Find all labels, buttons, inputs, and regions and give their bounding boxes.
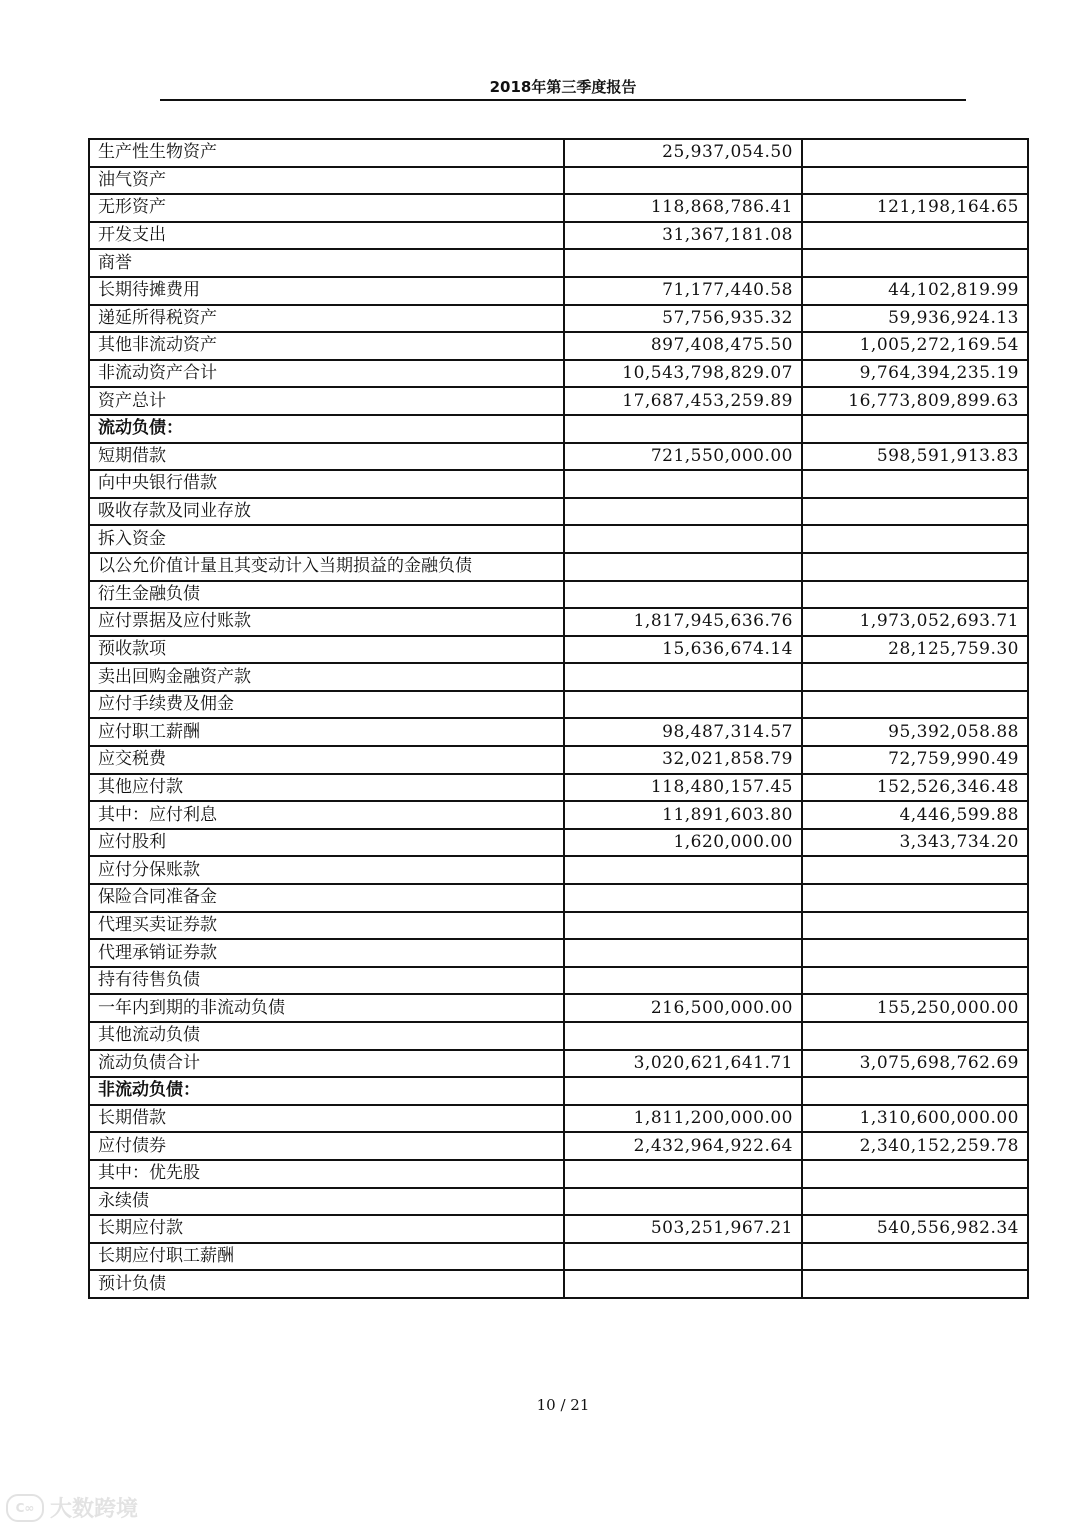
row-label-cell: 应付手续费及佣金 — [89, 691, 564, 719]
period-end-value-cell: 1,811,200,000.00 — [564, 1105, 802, 1133]
period-end-value-cell: 71,177,440.58 — [564, 277, 802, 305]
year-start-value-cell: 3,343,734.20 — [802, 829, 1028, 857]
year-start-value-cell: 28,125,759.30 — [802, 636, 1028, 664]
year-start-value-cell: 44,102,819.99 — [802, 277, 1028, 305]
period-end-value-cell: 57,756,935.32 — [564, 305, 802, 333]
year-start-value-cell — [802, 222, 1028, 250]
year-start-value-cell — [802, 553, 1028, 581]
row-label-cell: 应付票据及应付账款 — [89, 608, 564, 636]
period-end-value-cell — [564, 1188, 802, 1216]
period-end-value-cell — [564, 1270, 802, 1298]
row-label-cell: 其他流动负债 — [89, 1022, 564, 1050]
row-label-cell: 卖出回购金融资产款 — [89, 663, 564, 691]
period-end-value-cell: 216,500,000.00 — [564, 994, 802, 1022]
table-row — [89, 1077, 1028, 1105]
row-label-cell: 商誉 — [89, 249, 564, 277]
year-start-value-cell — [802, 498, 1028, 526]
year-start-value-cell — [802, 691, 1028, 719]
period-end-value-cell — [564, 1160, 802, 1188]
row-label-cell: 代理买卖证券款 — [89, 912, 564, 940]
year-start-value-cell — [802, 525, 1028, 553]
table-row — [89, 663, 1028, 691]
row-label-cell: 向中央银行借款 — [89, 470, 564, 498]
period-end-value-cell: 31,367,181.08 — [564, 222, 802, 250]
table-row — [89, 139, 1028, 167]
row-label-cell: 保险合同准备金 — [89, 884, 564, 912]
year-start-value-cell — [802, 1188, 1028, 1216]
table-row — [89, 305, 1028, 333]
period-end-value-cell — [564, 663, 802, 691]
table-row — [89, 1188, 1028, 1216]
period-end-value-cell — [564, 939, 802, 967]
row-label-cell: 开发支出 — [89, 222, 564, 250]
row-label-cell: 短期借款 — [89, 443, 564, 471]
period-end-value-cell — [564, 581, 802, 609]
year-start-value-cell — [802, 415, 1028, 443]
period-end-value-cell — [564, 1243, 802, 1271]
row-label-cell: 以公允价值计量且其变动计入当期损益的金融负债 — [89, 553, 564, 581]
period-end-value-cell: 118,868,786.41 — [564, 194, 802, 222]
year-start-value-cell: 155,250,000.00 — [802, 994, 1028, 1022]
period-end-value-cell: 897,408,475.50 — [564, 332, 802, 360]
year-start-value-cell — [802, 939, 1028, 967]
year-start-value-cell — [802, 1160, 1028, 1188]
row-label-cell: 预计负债 — [89, 1270, 564, 1298]
year-start-value-cell: 9,764,394,235.19 — [802, 360, 1028, 388]
period-end-value-cell: 98,487,314.57 — [564, 718, 802, 746]
year-start-value-cell — [802, 470, 1028, 498]
row-label-cell: 其他非流动资产 — [89, 332, 564, 360]
period-end-value-cell: 25,937,054.50 — [564, 139, 802, 167]
balance-sheet-table — [88, 138, 1029, 1299]
row-label-cell: 长期应付职工薪酬 — [89, 1243, 564, 1271]
year-start-value-cell: 95,392,058.88 — [802, 718, 1028, 746]
year-start-value-cell: 59,936,924.13 — [802, 305, 1028, 333]
table-row — [89, 718, 1028, 746]
row-label-cell: 流动负债合计 — [89, 1050, 564, 1078]
table-row — [89, 884, 1028, 912]
table-row — [89, 636, 1028, 664]
year-start-value-cell — [802, 249, 1028, 277]
period-end-value-cell: 32,021,858.79 — [564, 746, 802, 774]
row-label-cell: 永续债 — [89, 1188, 564, 1216]
table-row — [89, 581, 1028, 609]
period-end-value-cell: 10,543,798,829.07 — [564, 360, 802, 388]
year-start-value-cell: 121,198,164.65 — [802, 194, 1028, 222]
year-start-value-cell — [802, 1243, 1028, 1271]
period-end-value-cell — [564, 167, 802, 195]
period-end-value-cell — [564, 415, 802, 443]
year-start-value-cell: 540,556,982.34 — [802, 1215, 1028, 1243]
page-number: 10 / 21 — [536, 1396, 590, 1414]
table-row — [89, 415, 1028, 443]
row-label-cell: 递延所得税资产 — [89, 305, 564, 333]
year-start-value-cell — [802, 663, 1028, 691]
row-label-cell: 应付股利 — [89, 829, 564, 857]
year-start-value-cell: 2,340,152,259.78 — [802, 1132, 1028, 1160]
year-start-value-cell: 72,759,990.49 — [802, 746, 1028, 774]
row-label-cell: 其中：应付利息 — [89, 801, 564, 829]
watermark — [6, 1492, 138, 1523]
period-end-value-cell: 1,620,000.00 — [564, 829, 802, 857]
row-label-cell: 应交税费 — [89, 746, 564, 774]
row-label-cell: 油气资产 — [89, 167, 564, 195]
table-row — [89, 222, 1028, 250]
table-row — [89, 1215, 1028, 1243]
watermark-logo-icon: C∞ — [6, 1494, 44, 1522]
table-row — [89, 994, 1028, 1022]
table-row — [89, 608, 1028, 636]
header-divider — [160, 99, 966, 101]
period-end-value-cell — [564, 884, 802, 912]
table-row — [89, 553, 1028, 581]
table-row — [89, 746, 1028, 774]
year-start-value-cell: 1,310,600,000.00 — [802, 1105, 1028, 1133]
table-row — [89, 691, 1028, 719]
row-label-cell: 长期待摊费用 — [89, 277, 564, 305]
period-end-value-cell: 1,817,945,636.76 — [564, 608, 802, 636]
table-row — [89, 1050, 1028, 1078]
row-label-cell: 应付职工薪酬 — [89, 718, 564, 746]
table-row — [89, 470, 1028, 498]
year-start-value-cell: 152,526,346.48 — [802, 774, 1028, 802]
table-row — [89, 856, 1028, 884]
table-row — [89, 249, 1028, 277]
period-end-value-cell — [564, 1077, 802, 1105]
period-end-value-cell — [564, 912, 802, 940]
period-end-value-cell — [564, 470, 802, 498]
table-row — [89, 277, 1028, 305]
row-label-cell: 应付分保账款 — [89, 856, 564, 884]
table-row — [89, 774, 1028, 802]
row-label-cell: 生产性生物资产 — [89, 139, 564, 167]
period-end-value-cell: 118,480,157.45 — [564, 774, 802, 802]
period-end-value-cell — [564, 249, 802, 277]
table-row — [89, 498, 1028, 526]
table-row — [89, 967, 1028, 995]
table-row — [89, 1132, 1028, 1160]
section-header-cell: 流动负债： — [89, 415, 564, 443]
period-end-value-cell — [564, 553, 802, 581]
table-row — [89, 829, 1028, 857]
row-label-cell: 预收款项 — [89, 636, 564, 664]
period-end-value-cell — [564, 498, 802, 526]
row-label-cell: 一年内到期的非流动负债 — [89, 994, 564, 1022]
year-start-value-cell: 4,446,599.88 — [802, 801, 1028, 829]
row-label-cell: 资产总计 — [89, 387, 564, 415]
year-start-value-cell: 1,005,272,169.54 — [802, 332, 1028, 360]
table-row — [89, 387, 1028, 415]
period-end-value-cell — [564, 967, 802, 995]
table-row — [89, 332, 1028, 360]
period-end-value-cell — [564, 691, 802, 719]
table-row — [89, 1243, 1028, 1271]
table-row — [89, 1022, 1028, 1050]
year-start-value-cell — [802, 167, 1028, 195]
period-end-value-cell: 3,020,621,641.71 — [564, 1050, 802, 1078]
table-row — [89, 194, 1028, 222]
year-start-value-cell — [802, 967, 1028, 995]
period-end-value-cell: 2,432,964,922.64 — [564, 1132, 802, 1160]
year-start-value-cell — [802, 581, 1028, 609]
table-row — [89, 167, 1028, 195]
row-label-cell: 其他应付款 — [89, 774, 564, 802]
row-label-cell: 无形资产 — [89, 194, 564, 222]
table-row — [89, 1270, 1028, 1298]
period-end-value-cell: 11,891,603.80 — [564, 801, 802, 829]
row-label-cell: 拆入资金 — [89, 525, 564, 553]
table-row — [89, 1105, 1028, 1133]
row-label-cell: 代理承销证券款 — [89, 939, 564, 967]
year-start-value-cell — [802, 1077, 1028, 1105]
period-end-value-cell: 503,251,967.21 — [564, 1215, 802, 1243]
year-start-value-cell: 16,773,809,899.63 — [802, 387, 1028, 415]
table-row — [89, 360, 1028, 388]
row-label-cell: 吸收存款及同业存放 — [89, 498, 564, 526]
row-label-cell: 长期应付款 — [89, 1215, 564, 1243]
table-row — [89, 443, 1028, 471]
year-start-value-cell: 1,973,052,693.71 — [802, 608, 1028, 636]
row-label-cell: 非流动资产合计 — [89, 360, 564, 388]
table-row — [89, 1160, 1028, 1188]
table-row — [89, 912, 1028, 940]
year-start-value-cell — [802, 912, 1028, 940]
row-label-cell: 应付债券 — [89, 1132, 564, 1160]
period-end-value-cell: 17,687,453,259.89 — [564, 387, 802, 415]
year-start-value-cell — [802, 1270, 1028, 1298]
row-label-cell: 衍生金融负债 — [89, 581, 564, 609]
row-label-cell: 长期借款 — [89, 1105, 564, 1133]
period-end-value-cell: 721,550,000.00 — [564, 443, 802, 471]
period-end-value-cell: 15,636,674.14 — [564, 636, 802, 664]
year-start-value-cell — [802, 139, 1028, 167]
year-start-value-cell — [802, 884, 1028, 912]
table-row — [89, 525, 1028, 553]
period-end-value-cell — [564, 856, 802, 884]
period-end-value-cell — [564, 525, 802, 553]
section-header-cell: 非流动负债： — [89, 1077, 564, 1105]
year-start-value-cell: 3,075,698,762.69 — [802, 1050, 1028, 1078]
year-start-value-cell — [802, 856, 1028, 884]
year-start-value-cell: 598,591,913.83 — [802, 443, 1028, 471]
table-row — [89, 939, 1028, 967]
watermark-text: 大数跨境 — [50, 1497, 139, 1522]
year-start-value-cell — [802, 1022, 1028, 1050]
period-end-value-cell — [564, 1022, 802, 1050]
table-row — [89, 801, 1028, 829]
report-header-title: 2018年第三季度报告 — [489, 78, 637, 96]
row-label-cell: 其中：优先股 — [89, 1160, 564, 1188]
row-label-cell: 持有待售负债 — [89, 967, 564, 995]
